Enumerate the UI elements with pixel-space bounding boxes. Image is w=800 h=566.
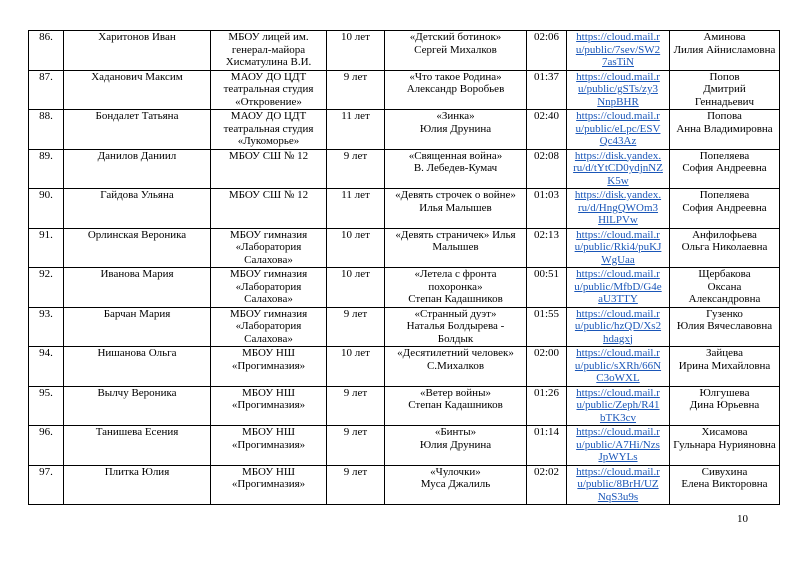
video-link-line[interactable]: JpWYLs bbox=[598, 451, 638, 463]
teacher-line: Елена Викторовна bbox=[681, 478, 768, 490]
video-link-cell[interactable] bbox=[567, 70, 670, 110]
age-cell: 10 лет bbox=[327, 31, 385, 71]
school-line: «Прогимназия» bbox=[231, 478, 306, 490]
video-link-line[interactable]: https://cloud.mail.r bbox=[576, 386, 660, 399]
video-link-line[interactable]: HlLPVw bbox=[598, 214, 638, 226]
video-link-line[interactable]: u/public/gSTs/zy3 bbox=[578, 83, 658, 95]
work-title-cell bbox=[385, 386, 527, 426]
video-link-cell[interactable] bbox=[567, 31, 670, 71]
video-link-line[interactable]: Qc43Az bbox=[599, 135, 637, 147]
teacher-line: София Андреевна bbox=[682, 162, 767, 174]
participant-name-cell: Иванова Мария bbox=[64, 268, 211, 308]
participant-name-cell: Плитка Юлия bbox=[64, 465, 211, 505]
work-title-line: «Странный дуэт» bbox=[414, 307, 497, 320]
video-link-cell[interactable] bbox=[567, 465, 670, 505]
teacher-cell bbox=[670, 149, 780, 189]
row-number-cell: 90. bbox=[29, 189, 64, 229]
video-link-cell[interactable] bbox=[567, 268, 670, 308]
work-title-line: Степан Кадашников bbox=[408, 399, 503, 411]
duration-cell: 02:02 bbox=[527, 465, 567, 505]
school-line: Салахова» bbox=[244, 332, 293, 345]
teacher-cell bbox=[670, 31, 780, 71]
work-title-line: похоронка» bbox=[428, 280, 483, 293]
table-row bbox=[29, 465, 780, 505]
table-row bbox=[29, 70, 780, 110]
age-cell: 10 лет bbox=[327, 347, 385, 387]
teacher-line: Гульнара Нурияновна bbox=[673, 438, 776, 451]
table-row bbox=[29, 31, 780, 71]
school-line: МАОУ ДО ЦДТ bbox=[230, 70, 307, 83]
table-row bbox=[29, 347, 780, 387]
video-link-line[interactable]: u/public/sXRh/66N bbox=[574, 359, 662, 372]
table-row bbox=[29, 268, 780, 308]
video-link-line[interactable]: NnpBHR bbox=[597, 95, 639, 108]
teacher-line: Попова bbox=[707, 110, 742, 122]
video-link-line[interactable]: https://cloud.mail.r bbox=[576, 228, 660, 241]
school-cell bbox=[211, 189, 327, 229]
video-link-cell[interactable] bbox=[567, 386, 670, 426]
table-row bbox=[29, 110, 780, 150]
teacher-cell bbox=[670, 426, 780, 466]
teacher-line: Сивухина bbox=[701, 465, 748, 478]
video-link-line[interactable]: https://cloud.mail.r bbox=[576, 307, 660, 320]
video-link-cell[interactable] bbox=[567, 307, 670, 347]
work-title-cell bbox=[385, 110, 527, 150]
work-title-cell bbox=[385, 268, 527, 308]
teacher-line: Оксана Александровна bbox=[688, 280, 761, 305]
video-link-line[interactable]: https://cloud.mail.r bbox=[576, 465, 660, 478]
work-title-line: «Десятилетний человек» bbox=[397, 347, 514, 359]
video-link-line[interactable]: https://cloud.mail.r bbox=[576, 426, 660, 438]
work-title-line: «Детский ботинок» bbox=[409, 31, 502, 43]
school-cell bbox=[211, 347, 327, 387]
participant-name-cell: Танишева Есения bbox=[64, 426, 211, 466]
work-title-line: «Девять строчек о войне» bbox=[395, 189, 516, 201]
school-line: «Откровение» bbox=[235, 95, 302, 108]
table-row bbox=[29, 307, 780, 347]
video-link-line[interactable]: u/public/MfbD/G4e bbox=[574, 280, 662, 293]
teacher-cell bbox=[670, 347, 780, 387]
video-link-line[interactable]: u/public/Rki4/puKJ bbox=[574, 241, 662, 253]
work-title-line: «Чулочки» bbox=[430, 465, 481, 478]
participant-name-cell: Харитонов Иван bbox=[64, 31, 211, 71]
participant-name-cell: Барчан Мария bbox=[64, 307, 211, 347]
work-title-line: В. Лебедев-Кумач bbox=[413, 162, 498, 174]
work-title-line: Болдык bbox=[437, 332, 474, 345]
video-link-line[interactable]: 7asTiN bbox=[602, 56, 634, 68]
work-title-line: «Бинты» bbox=[434, 426, 477, 438]
duration-cell: 02:08 bbox=[527, 149, 567, 189]
work-title-cell bbox=[385, 465, 527, 505]
video-link-line[interactable]: https://cloud.mail.r bbox=[576, 110, 660, 122]
duration-cell: 02:00 bbox=[527, 347, 567, 387]
video-link-cell[interactable] bbox=[567, 426, 670, 466]
work-title-cell bbox=[385, 189, 527, 229]
teacher-line: Ирина Михайловна bbox=[678, 359, 771, 372]
school-cell bbox=[211, 465, 327, 505]
school-cell bbox=[211, 70, 327, 110]
work-title-line: Александр Воробьев bbox=[406, 83, 505, 95]
video-link-line[interactable]: K5w bbox=[607, 174, 629, 187]
school-line: МБОУ НШ bbox=[242, 347, 295, 359]
school-cell bbox=[211, 228, 327, 268]
teacher-line: Щербакова bbox=[698, 268, 751, 280]
participant-name-cell: Хаданович Максим bbox=[64, 70, 211, 110]
work-title-line: Муса Джалиль bbox=[420, 478, 491, 490]
teacher-cell bbox=[670, 70, 780, 110]
work-title-line: Наталья Болдырева - bbox=[406, 320, 505, 332]
duration-cell: 00:51 bbox=[527, 268, 567, 308]
school-line: «Прогимназия» bbox=[231, 359, 306, 372]
participant-name-cell: Данилов Даниил bbox=[64, 149, 211, 189]
video-link-line[interactable]: https://disk.yandex. bbox=[574, 189, 662, 201]
duration-cell: 01:03 bbox=[527, 189, 567, 229]
teacher-line: Хисамова bbox=[701, 426, 748, 438]
row-number-cell: 88. bbox=[29, 110, 64, 150]
work-title-line: «Что такое Родина» bbox=[409, 70, 502, 83]
work-title-line: «Летела с фронта bbox=[414, 268, 497, 280]
school-line: МБОУ НШ bbox=[242, 386, 295, 399]
work-title-cell bbox=[385, 70, 527, 110]
work-title-cell bbox=[385, 228, 527, 268]
teacher-line: Анна Владимировна bbox=[676, 122, 773, 135]
row-number-cell: 92. bbox=[29, 268, 64, 308]
school-cell bbox=[211, 268, 327, 308]
work-title-line: Илья Малышев bbox=[419, 201, 492, 214]
teacher-line: Попеляева bbox=[699, 189, 750, 201]
row-number-cell: 95. bbox=[29, 386, 64, 426]
school-cell bbox=[211, 386, 327, 426]
video-link-line[interactable]: https://cloud.mail.r bbox=[576, 70, 660, 83]
work-title-cell bbox=[385, 149, 527, 189]
video-link-line[interactable]: https://cloud.mail.r bbox=[576, 268, 660, 280]
video-link-line[interactable]: u/public/A7Hi/Nzs bbox=[576, 438, 660, 451]
school-line: «Лаборатория bbox=[235, 241, 302, 253]
duration-cell: 01:26 bbox=[527, 386, 567, 426]
school-cell bbox=[211, 307, 327, 347]
row-number-cell: 94. bbox=[29, 347, 64, 387]
work-title-line: Юлия Друнина bbox=[419, 438, 492, 451]
video-link-line[interactable]: u/public/eLpc/ESV bbox=[575, 122, 661, 135]
school-line: МБОУ СШ № 12 bbox=[228, 149, 309, 162]
row-number-cell: 87. bbox=[29, 70, 64, 110]
school-line: «Прогимназия» bbox=[231, 438, 306, 451]
school-line: Салахова» bbox=[244, 293, 293, 305]
work-title-cell bbox=[385, 426, 527, 466]
school-line: МБОУ гимназия bbox=[229, 307, 308, 320]
teacher-cell bbox=[670, 189, 780, 229]
participant-name-cell: Орлинская Вероника bbox=[64, 228, 211, 268]
school-line: МБОУ НШ bbox=[242, 426, 295, 438]
age-cell: 9 лет bbox=[327, 307, 385, 347]
teacher-cell bbox=[670, 228, 780, 268]
work-title-line: «Зинка» bbox=[436, 110, 475, 122]
teacher-line: Попеляева bbox=[699, 149, 750, 162]
age-cell: 9 лет bbox=[327, 386, 385, 426]
row-number-cell: 91. bbox=[29, 228, 64, 268]
teacher-line: Юлгушева bbox=[699, 386, 750, 399]
school-line: МБОУ СШ № 12 bbox=[228, 189, 309, 201]
participant-name-cell: Бондалет Татьяна bbox=[64, 110, 211, 150]
row-number-cell: 96. bbox=[29, 426, 64, 466]
video-link-line[interactable]: https://cloud.mail.r bbox=[576, 31, 660, 43]
work-title-cell bbox=[385, 31, 527, 71]
video-link-cell[interactable] bbox=[567, 189, 670, 229]
work-title-line: «Ветер войны» bbox=[420, 386, 491, 399]
teacher-line: Дина Юрьевна bbox=[689, 399, 760, 411]
teacher-cell bbox=[670, 465, 780, 505]
school-line: театральная студия bbox=[223, 83, 314, 95]
teacher-line: Гузенко bbox=[706, 307, 743, 320]
row-number-cell: 93. bbox=[29, 307, 64, 347]
duration-cell: 02:40 bbox=[527, 110, 567, 150]
age-cell: 11 лет bbox=[327, 110, 385, 150]
video-link-line[interactable]: C3oWXL bbox=[596, 372, 640, 384]
row-number-cell: 89. bbox=[29, 149, 64, 189]
teacher-line: София Андреевна bbox=[682, 201, 767, 214]
teacher-line: Аминова bbox=[703, 31, 746, 43]
video-link-cell[interactable] bbox=[567, 149, 670, 189]
duration-cell: 01:14 bbox=[527, 426, 567, 466]
table-row bbox=[29, 189, 780, 229]
video-link-line[interactable]: hdagxj bbox=[603, 332, 633, 345]
table-row bbox=[29, 228, 780, 268]
row-number-cell: 86. bbox=[29, 31, 64, 71]
participants-table bbox=[28, 30, 780, 505]
school-line: театральная студия bbox=[223, 122, 314, 135]
video-link-line[interactable]: u/public/Zeph/R41 bbox=[576, 399, 660, 411]
video-link-line[interactable]: WgUaa bbox=[601, 253, 635, 266]
school-cell bbox=[211, 110, 327, 150]
duration-cell: 02:13 bbox=[527, 228, 567, 268]
school-line: МБОУ лицей им. bbox=[228, 31, 309, 43]
teacher-cell bbox=[670, 307, 780, 347]
teacher-cell bbox=[670, 268, 780, 308]
teacher-cell bbox=[670, 386, 780, 426]
participant-name-cell: Вылчу Вероника bbox=[64, 386, 211, 426]
table-row bbox=[29, 386, 780, 426]
school-line: МБОУ гимназия bbox=[229, 268, 308, 280]
video-link-line[interactable]: bTK3cv bbox=[599, 411, 637, 424]
age-cell: 9 лет bbox=[327, 149, 385, 189]
work-title-line: С.Михалков bbox=[426, 359, 485, 372]
video-link-line[interactable]: aU3TTY bbox=[598, 293, 638, 305]
video-link-line[interactable]: https://disk.yandex. bbox=[574, 149, 662, 162]
video-link-line[interactable]: u/public/hzQD/Xs2 bbox=[574, 320, 662, 332]
participant-name-cell: Нишанова Ольга bbox=[64, 347, 211, 387]
teacher-line: Ольга Николаевна bbox=[681, 241, 768, 253]
school-line: «Лаборатория bbox=[235, 280, 302, 293]
school-line: «Прогимназия» bbox=[231, 399, 306, 411]
table-row bbox=[29, 426, 780, 466]
duration-cell: 01:55 bbox=[527, 307, 567, 347]
work-title-line: Степан Кадашников bbox=[408, 293, 503, 305]
duration-cell: 01:37 bbox=[527, 70, 567, 110]
age-cell: 9 лет bbox=[327, 426, 385, 466]
video-link-line[interactable]: NqS3u9s bbox=[597, 490, 639, 503]
video-link-line[interactable]: ru/d/HngQWOm3 bbox=[577, 201, 659, 214]
video-link-cell[interactable] bbox=[567, 228, 670, 268]
work-title-cell bbox=[385, 307, 527, 347]
age-cell: 9 лет bbox=[327, 70, 385, 110]
age-cell: 9 лет bbox=[327, 465, 385, 505]
row-number-cell: 97. bbox=[29, 465, 64, 505]
school-cell bbox=[211, 426, 327, 466]
duration-cell: 02:06 bbox=[527, 31, 567, 71]
work-title-line: Малышев bbox=[432, 241, 479, 253]
school-line: «Лаборатория bbox=[235, 320, 302, 332]
video-link-line[interactable]: u/public/8BrH/UZ bbox=[577, 478, 659, 490]
page-number: 10 bbox=[737, 513, 748, 525]
video-link-line[interactable]: ru/d/tYtCD0ydjnNZ bbox=[573, 162, 663, 174]
school-line: Салахова» bbox=[244, 253, 293, 266]
age-cell: 10 лет bbox=[327, 228, 385, 268]
school-cell bbox=[211, 31, 327, 71]
school-line: МБОУ гимназия bbox=[229, 228, 308, 241]
video-link-cell[interactable] bbox=[567, 110, 670, 150]
age-cell: 11 лет bbox=[327, 189, 385, 229]
teacher-line: Юлия Вячеславовна bbox=[676, 320, 773, 332]
teacher-line: Зайцева bbox=[706, 347, 743, 359]
work-title-line: Сергей Михалков bbox=[414, 43, 497, 56]
table-row bbox=[29, 149, 780, 189]
participant-name-cell: Гайдова Ульяна bbox=[64, 189, 211, 229]
video-link-line[interactable]: https://cloud.mail.r bbox=[576, 347, 660, 359]
age-cell: 10 лет bbox=[327, 268, 385, 308]
school-line: МБОУ НШ bbox=[242, 465, 295, 478]
teacher-cell bbox=[670, 110, 780, 150]
school-line: «Лукоморье» bbox=[237, 135, 300, 147]
school-line: Хисматулина В.И. bbox=[225, 56, 312, 68]
school-line: генерал-майора bbox=[231, 43, 306, 56]
school-line: МАОУ ДО ЦДТ bbox=[230, 110, 307, 122]
work-title-line: «Девять страничек» Илья bbox=[395, 228, 516, 241]
teacher-line: Попов bbox=[709, 70, 740, 83]
teacher-line: Дмитрий Геннадьевич bbox=[694, 83, 755, 108]
school-cell bbox=[211, 149, 327, 189]
work-title-line: Юлия Друнина bbox=[419, 122, 492, 135]
video-link-cell[interactable] bbox=[567, 347, 670, 387]
work-title-line: «Священная война» bbox=[408, 149, 503, 162]
teacher-line: Анфилофьева bbox=[692, 228, 757, 241]
video-link-line[interactable]: u/public/7sev/SW2 bbox=[575, 43, 661, 56]
teacher-line: Лилия Айнисламовна bbox=[673, 43, 776, 56]
work-title-cell bbox=[385, 347, 527, 387]
